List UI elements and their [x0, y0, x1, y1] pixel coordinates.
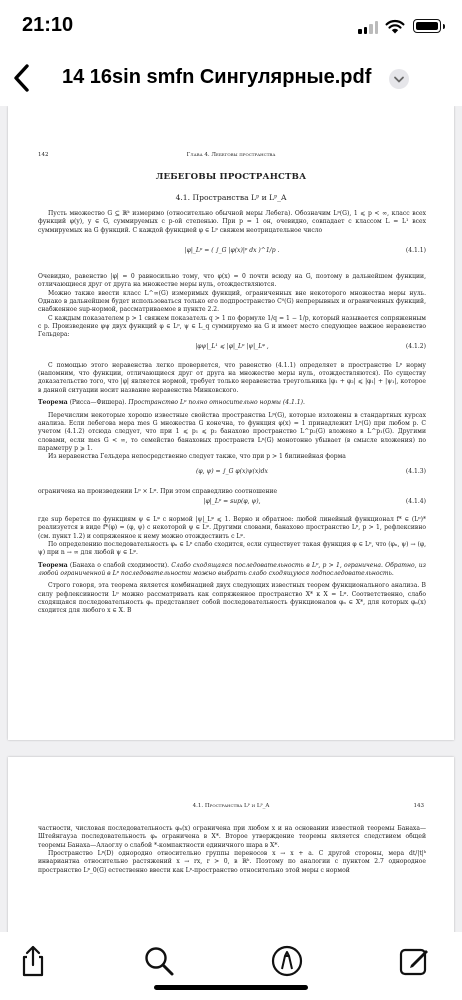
paragraph: Пространство Lᵖ(D) однородно относительно группы переносов x → x + a. С другой стороны, мера dt/|t|ᵏ инвариантна относительно растяжений x → rx, r > 0, в ℝᵏ. Поэтому по аналогии с пунктом 2.7 однородное пространство Lᵖ_0(G) естественно ввести как Lᵖ-пространство относительно этой меры с нормой: [38, 850, 426, 874]
share-icon[interactable]: [16, 944, 50, 978]
theorem: [38, 399, 426, 407]
status-bar: [0, 0, 462, 50]
equation-text: |φ|_Lᵖ = ( ∫_G |φ(x)|ᵖ dx )^1/p .: [184, 247, 280, 255]
theorem-label: Теорема: [38, 561, 68, 569]
pdf-page-142: [8, 106, 454, 740]
theorem-text: Слабо сходящаяся последовательность в Lᵖ, p > 1, ограничена. Обратно, из любой ограниченной в Lᵖ последовательности можно выбрать слабо сходящуюся подпоследовательность.: [38, 561, 426, 577]
edit-icon[interactable]: [397, 944, 431, 978]
markup-icon[interactable]: [270, 944, 304, 978]
theorem-author: (Банаха о слабой сходимости).: [69, 561, 170, 569]
paragraph: Перечислим некоторые хорошо известные свойства пространства Lᵖ(G), которые изложены в стандартных курсах анализа. Если лебегова мера mes G множества G конечна, то функция φ(x) = 1 принадлежит Lᵖ(G) при любом p. С учетом (4.1.2) отсюда следует, что при 1 ⩽ p₁ ⩽ p₂ банахово пространство L^p₂(G) вложено в L^p₁(G). Другими словами, если mes G < ∞, то семейство банаховых пространств Lᵖ(G) монотонно убывает (в смысле вложения) по параметру p ⩾ 1.: [38, 411, 426, 452]
battery-icon: [413, 19, 441, 33]
equation-text: |φψ|_L¹ ⩽ |φ|_Lᵖ |ψ|_Lᵠ ,: [195, 342, 269, 350]
chapter-title: ЛЕБЕГОВЫ ПРОСТРАНСТВА: [155, 172, 307, 182]
cellular-signal-icon: [358, 20, 378, 34]
theorem-author: (Рисса—Фишера).: [69, 399, 127, 407]
equation-4-1-4: [38, 498, 426, 514]
paragraph: частности, числовая последовательность φₙ(x) ограничена при любом x и на основании известной теоремы Банаха—Штейнгауза последовательность φₙ ограничена в X*. Второе утверждение теоремы является следствием общей теоремы Банаха—Алаоглу о слабой *-компактности единичного шара в X*.: [38, 825, 426, 849]
pdf-viewer[interactable]: [0, 106, 462, 932]
theorem: [38, 562, 426, 579]
paragraph: Можно также ввести класс L^∞(G) измеримых функций, ограниченных вне некоторого множества меры нуль. Однако в дальнейшем будет использоваться только его подпространство C⁰(G) непрерывных и ограниченных функций, снабженное sup-нормой, рассматриваемое в пункте 2.2.: [38, 289, 426, 314]
wifi-icon: [385, 18, 405, 34]
equation-number: (4.1.4): [405, 497, 426, 505]
document-title[interactable]: 14 16sin smfn Сингулярные.pdf: [62, 66, 372, 88]
running-head: Глава 4. Лебеговы пространства: [186, 152, 276, 158]
paragraph: где sup берется по функциям ψ ∈ Lᵠ с нормой |ψ|_Lᵠ ⩽ 1. Верно и обратное: любой линейный функционал f* ∈ (Lᵖ)* реализуется в виде f*(φ) = (φ, ψ) с некоторой ψ ∈ Lᵠ. Другими словами, банахово пространство Lᵖ, p > 1, рефлексивно (см. пункт 1.2) и сопряженное к нему можно отождествить с Lᵠ.: [38, 515, 426, 540]
equation-number: (4.1.3): [405, 467, 426, 475]
paragraph: По определению последовательность φₙ ∈ Lᵖ слабо сходится, если существует такая функция φ ∈ Lᵖ, что (φₙ, ψ) → (φ, ψ) при n → ∞ для любой ψ ∈ Lᵠ.: [38, 540, 426, 557]
paragraph: ограничена на произведении Lᵖ × Lᵠ. При этом справедливо соотношение: [38, 487, 278, 495]
home-indicator: [154, 985, 308, 990]
equation-text: |φ|_Lᵖ = sup(φ, ψ),: [203, 497, 261, 505]
equation-4-1-2: [38, 343, 426, 359]
running-head: 4.1. Пространства Lᵖ и Lᵖ_A: [192, 803, 270, 809]
navigation-bar: [0, 52, 462, 104]
paragraph: С каждым показателем p > 1 свяжем показатель q > 1 по формуле 1/q = 1 − 1/p, который называется сопряженным с p. Произведение φψ двух функций φ ∈ Lᵖ, ψ ∈ L_q суммируемо на G и имеет место следующее важное неравенство Гельдера:: [38, 314, 426, 339]
paragraph: С помощью этого неравенства легко проверяется, что равенство (4.1.1) определяет в пространстве Lᵖ норму (напомним, что функции, отличающиеся друг от друга на множестве меры нуль, отождествляются). По существу доказательство того, что |φ| является нормой, требует только неравенства треугольника |φ₁ + φ₂| ⩽ |φ₁| + |ψ₁|, которое в данной ситуации носит название неравенства Минковского.: [38, 361, 426, 394]
paragraph: Пусть множество G ⊆ ℝᵏ измеримо (относительно обычной меры Лебега). Обозначим Lᵖ(G), 1 ⩽ p < ∞, класс всех функций φ(y), y ∈ G, суммируемых с p-ой степенью. При p = 1 он, очевидно, совпадает с классом L = L¹ всех суммируемых на G функций. С каждой функцией φ ∈ Lᵖ свяжем неотрицательное число: [38, 210, 426, 234]
paragraph: Строго говоря, эта теорема является комбинацией двух следующих известных теорем функционального анализа. В силу рефлексивности Lᵖ можно рассматривать как сопряженное пространство X* к X = Lᵠ. Соответственно, слабо сходящаяся последовательность φₙ представляет собой последовательность функционалов φₙ ∈ X*, для которых φₙ(x) сходится для любого x ∈ X. В: [38, 582, 426, 615]
page-body: [38, 210, 426, 616]
equation-text: (φ, ψ) = ∫_G φ(x)ψ(x)dx: [196, 467, 268, 475]
equation-4-1-1: [38, 235, 426, 273]
page-number: 143: [413, 803, 424, 809]
back-icon[interactable]: [8, 60, 38, 96]
page-body: [38, 825, 426, 875]
equation-number: (4.1.2): [405, 342, 426, 350]
page-number: 142: [38, 152, 49, 158]
search-icon[interactable]: [142, 944, 176, 978]
paragraph: Очевидно, равенство |φ| = 0 равносильно тому, что φ(x) = 0 почти всюду на G, поэтому в дальнейшем функции, отличающиеся друг от друга на множестве меры нуль, отождествляются.: [38, 273, 426, 289]
theorem-label: Теорема: [38, 399, 68, 407]
paragraph: Из неравенства Гельдера непосредственно следует также, что при p > 1 билинейная форма: [48, 453, 346, 461]
status-time: 21:10: [22, 14, 74, 36]
section-title: 4.1. Пространства Lᵖ и Lᵖ_A: [175, 193, 287, 202]
equation-number: (4.1.1): [405, 247, 426, 255]
pdf-page-143: [8, 757, 454, 932]
theorem-text: Пространство Lᵖ полно относительно нормы (4.1.1).: [128, 399, 305, 407]
chevron-down-icon[interactable]: [389, 69, 409, 89]
equation-4-1-3: [38, 462, 426, 488]
